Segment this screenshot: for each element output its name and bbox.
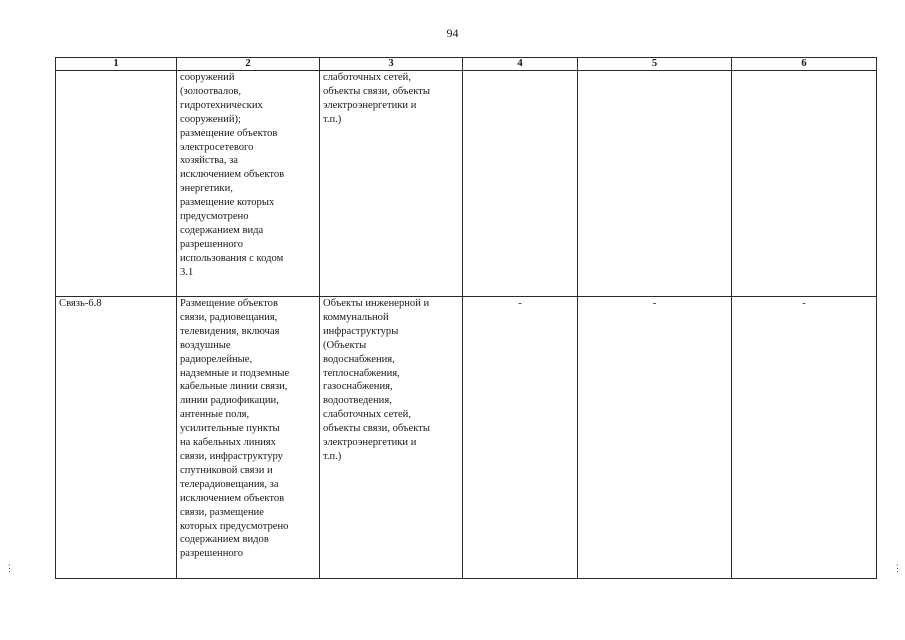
right-margin-mark: ⋮	[893, 563, 902, 573]
table-cell	[578, 71, 732, 297]
table-cell	[56, 71, 177, 297]
table-header-row	[56, 58, 877, 71]
table-cell: -	[732, 297, 877, 579]
column-header-2: 2	[177, 58, 320, 71]
table-cell: -	[578, 297, 732, 579]
table-row	[56, 297, 877, 579]
left-margin-mark: ⋮	[5, 563, 14, 573]
table-cell: сооружений (золоотвалов, гидротехнических сооружений); размещение объектов электросетевого хозяйства, за исключением объектов энергетики, размещение которых предусмотрено содержанием вида разрешенного использования с кодом 3.1	[177, 71, 320, 297]
table-cell: Объекты инженерной и коммунальной инфраструктуры (Объекты водоснабжения, теплоснабжения, газоснабжения, водоотведения, слаботочных сетей, объекты связи, объекты электроэнергетики и т.п.)	[320, 297, 463, 579]
table-cell	[732, 71, 877, 297]
table-cell: Размещение объектов связи, радиовещания, телевидения, включая воздушные радиорелейные, надземные и подземные кабельные линии связи, линии радиофикации, антенные поля, усилительные пункты на кабельных линиях связи, инфраструктуру спутниковой связи и телерадиовещания, за исключением объектов связи, размещение которых предусмотрено содержанием видов разрешенного	[177, 297, 320, 579]
land-use-table	[55, 57, 876, 579]
table-cell: слаботочных сетей, объекты связи, объекты электроэнергетики и т.п.)	[320, 71, 463, 297]
column-header-3: 3	[320, 58, 463, 71]
page-number: 94	[446, 26, 459, 40]
column-header-1: 1	[56, 58, 177, 71]
column-header-6: 6	[732, 58, 877, 71]
table	[55, 57, 877, 579]
table-row	[56, 71, 877, 297]
table-cell	[463, 71, 578, 297]
table-cell: Связь-6.8	[56, 297, 177, 579]
column-header-5: 5	[578, 58, 732, 71]
column-header-4: 4	[463, 58, 578, 71]
table-cell: -	[463, 297, 578, 579]
